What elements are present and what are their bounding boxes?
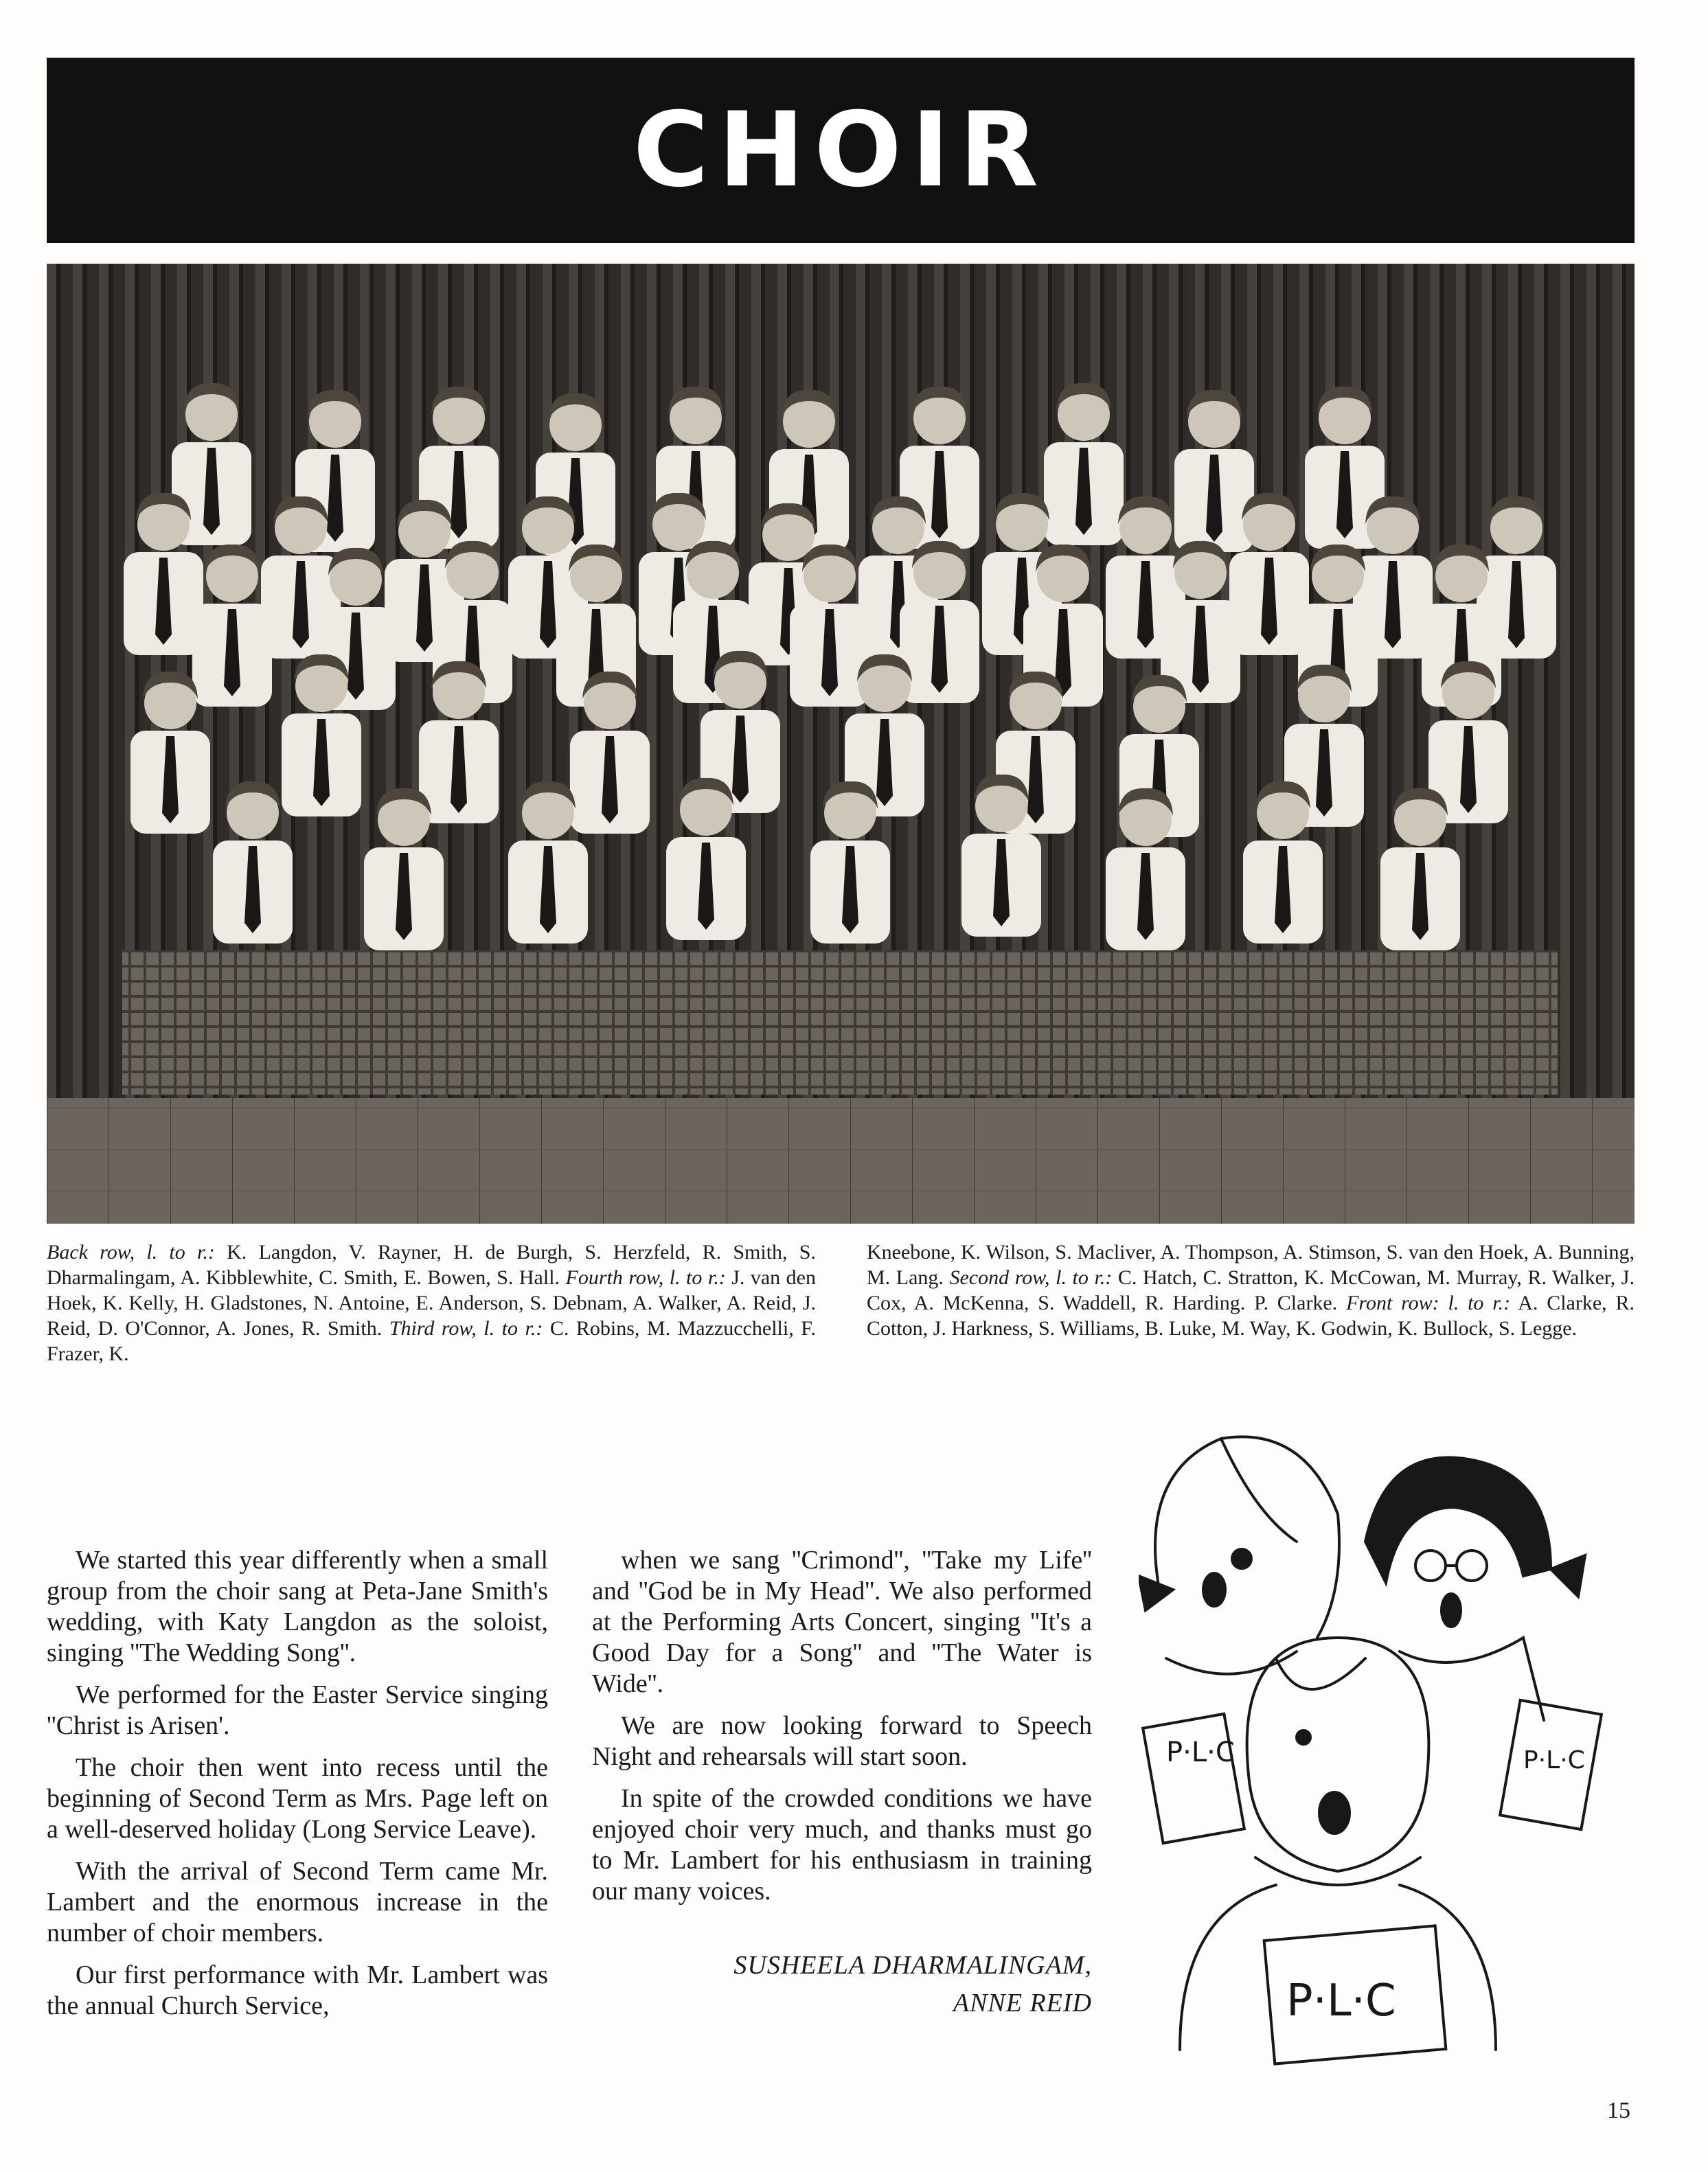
- article-paragraph: Our first performance with Mr. Lambert was the annual Church Service,: [47, 1960, 548, 2020]
- choir-group-photo: [47, 264, 1635, 1224]
- photo-illustration: [47, 264, 1635, 1224]
- cartoon-girl-right: [1365, 1458, 1585, 1721]
- caption-names: K. Langdon, V. Rayner, H. de Burgh, S. Herzfeld, R. Smith, S. Dharmalingam, A. Kibblewhite, C. Smith, E. Bowen, S. Hall.: [47, 1241, 816, 1289]
- author-signature: SUSHEELA DHARMALINGAM,: [733, 1951, 1092, 1980]
- caption-names: J. van den Hoek, K. Kelly, H. Gladstones, N. Antoine, E. Anderson, S. Debnam, A. Walker, A. Reid, J. Reid, D. O'Connor, A. Jones, R. Smith.: [47, 1266, 816, 1340]
- title-banner: [47, 58, 1635, 243]
- svg-text:P·L·C: P·L·C: [1523, 1746, 1585, 1774]
- page-title: CHOIR: [633, 91, 1049, 210]
- article-paragraph: when we sang ''Crimond'', ''Take my Life'' and ''God be in My Head''. We also performed at the Performing Arts Concert, singing ''It's a Good Day for a Song'' and ''The Water is Wide''.: [592, 1546, 1092, 1698]
- cartoon-girl-left: [1139, 1437, 1339, 1673]
- author-signature: ANNE REID: [953, 1989, 1092, 2017]
- photo-caption-left: [47, 1239, 816, 1367]
- song-sheet: [1500, 1700, 1602, 1829]
- caption-names: C. Robins, M. Mazzucchelli, F. Frazer, K.: [47, 1317, 817, 1365]
- song-sheet: [1264, 1925, 1446, 2064]
- song-sheet: [1143, 1714, 1244, 1843]
- article-column-right: [592, 1545, 1092, 2017]
- article-paragraph: We are now looking forward to Speech Night and rehearsals will start soon.: [592, 1711, 1092, 1771]
- photo-caption-right: [867, 1239, 1635, 1341]
- svg-text:P·L·C: P·L·C: [1286, 1976, 1396, 2026]
- caption-names: C. Hatch, C. Stratton, K. McCowan, M. Murray, R. Walker, J. Cox, A. McKenna, S. Waddell, R. Harding. P. Clarke.: [867, 1266, 1635, 1314]
- caption-row-label: Front row: l. to r.:: [1346, 1292, 1511, 1314]
- article-paragraph: We started this year differently when a small group from the choir sang at Peta-Jane Smith's wedding, with Katy Langdon as the soloist, singing ''The Wedding Song''.: [47, 1546, 548, 1667]
- page-number: 15: [1607, 2098, 1630, 2123]
- caption-names: Kneebone, K. Wilson, S. Macliver, A. Thompson, A. Stimson, S. van den Hoek, A. Bunning, M. Lang.: [867, 1241, 1635, 1289]
- caption-row-label: Third row, l. to r.:: [389, 1317, 543, 1340]
- caption-row-label: Second row, l. to r.:: [949, 1266, 1113, 1289]
- caption-row-label: Fourth row, l. to r.:: [565, 1266, 726, 1289]
- article-paragraph: We performed for the Easter Service singing ''Christ is Arisen'.: [47, 1680, 548, 1740]
- caption-names: A. Clarke, R. Cotton, J. Harkness, S. Williams, B. Luke, M. Way, K. Godwin, K. Bullock, S. Legge.: [867, 1292, 1635, 1340]
- svg-text:P·L·C: P·L·C: [1166, 1737, 1235, 1768]
- article-paragraph: In spite of the crowded conditions we have enjoyed choir very much, and thanks must go to Mr. Lambert for his enthusiasm in training our many voices.: [592, 1784, 1092, 1906]
- article-paragraph: The choir then went into recess until the beginning of Second Term as Mrs. Page left on a well-deserved holiday (Long Service Leave).: [47, 1753, 548, 1844]
- caption-row-label: Back row, l. to r.:: [47, 1241, 215, 1264]
- singing-girls-cartoon: [1139, 1432, 1647, 2077]
- article-paragraph: With the arrival of Second Term came Mr. Lambert and the enormous increase in the number of choir members.: [47, 1857, 548, 1947]
- article-column-left: [47, 1545, 548, 2033]
